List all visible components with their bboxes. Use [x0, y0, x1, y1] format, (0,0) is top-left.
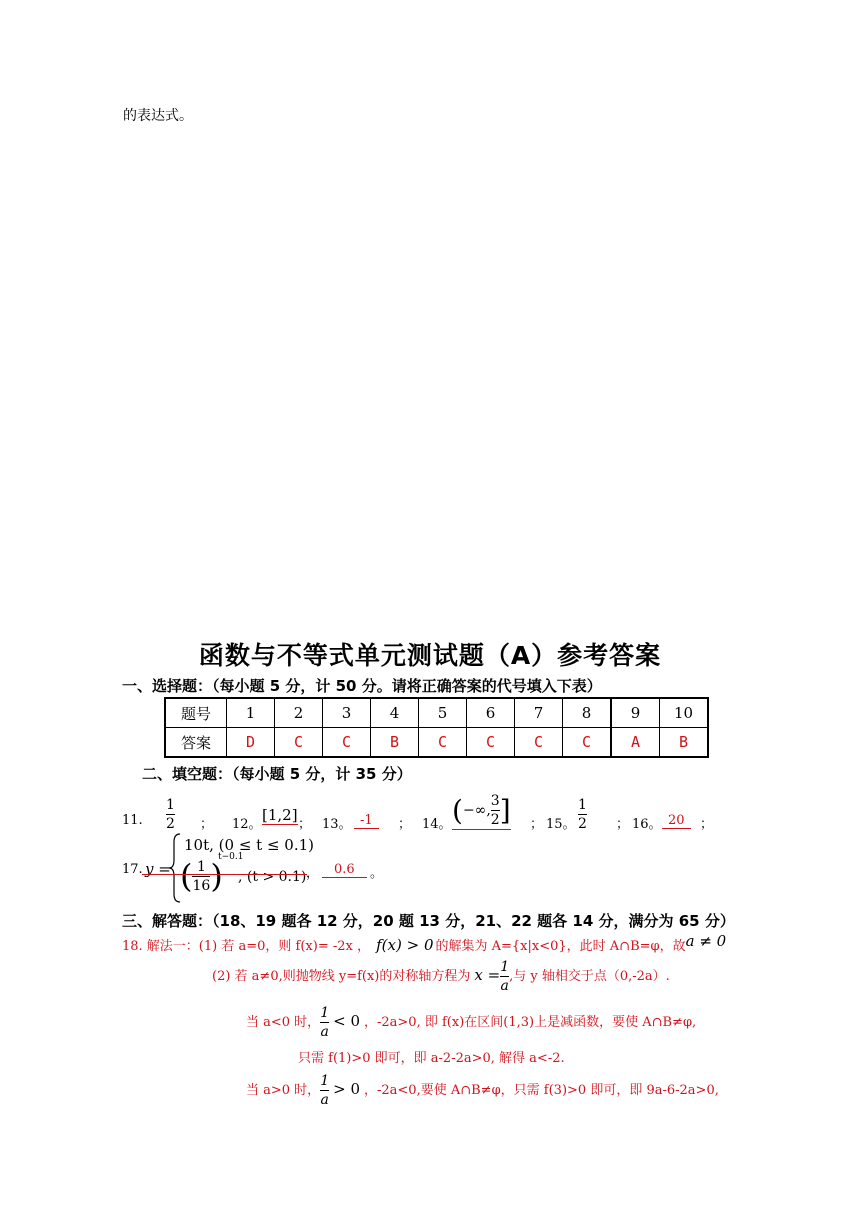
q14-label: 14。	[422, 817, 452, 832]
q17-case2: ( $\frac{1}{16}$ )	[180, 857, 223, 895]
table-cell-answer: D	[227, 728, 275, 758]
table-cell-number: 5	[419, 698, 467, 728]
table-cell-number: 6	[467, 698, 515, 728]
q17-frac-num: 1	[192, 858, 210, 877]
table-head-answer: 答案	[165, 728, 227, 758]
separator: ；	[398, 817, 412, 832]
separator: ；	[700, 817, 714, 832]
table-cell-number: 3	[323, 698, 371, 728]
table-cell-number: 10	[660, 698, 709, 728]
page-title: 函数与不等式单元测试题（A）参考答案	[198, 641, 662, 670]
solution-line-5: 当 a>0 时， $\frac{1}{a}$ > 0 ，-2a<0,要使 A∩B≠φ，只需 f(3)>0 即可，即 9a-6-2a>0,	[246, 1073, 719, 1108]
table-cell-answer: B	[660, 728, 709, 758]
q12-answer: [1,2]	[262, 806, 298, 824]
table-cell-number: 9	[611, 698, 660, 728]
q16-answer: 20	[662, 813, 691, 828]
table-cell-answer: B	[371, 728, 419, 758]
q17-end: 。	[370, 866, 384, 881]
q15-label: 15。	[546, 817, 576, 832]
q17-frac-den: 16	[192, 877, 211, 894]
top-text: 的表达式。	[123, 108, 193, 124]
table-head-number: 题号	[165, 698, 227, 728]
table-cell-number: 4	[371, 698, 419, 728]
table-cell-number: 8	[563, 698, 612, 728]
separator: ；	[530, 817, 544, 832]
q11-answer	[166, 796, 175, 833]
table-row-answers	[165, 728, 708, 758]
separator: ；	[298, 817, 312, 832]
table-cell-answer: C	[419, 728, 467, 758]
table-cell-answer: C	[467, 728, 515, 758]
solution-line-4: 只需 f(1)>0 即可，即 a-2-2a>0, 解得 a<-2.	[298, 1051, 565, 1066]
q17-case1: 10t, (0 ≤ t ≤ 0.1)	[184, 836, 314, 854]
q12-label: 12。	[232, 817, 262, 832]
table-cell-number: 2	[275, 698, 323, 728]
q17-underline	[142, 874, 307, 875]
q15-answer	[578, 796, 587, 833]
q17-case2-cond: , (t > 0.1)	[238, 869, 307, 885]
q14-den: 2	[490, 812, 500, 828]
section-solution-heading: 三、解答题：（18、19 题各 12 分，20 题 13 分，21、22 题各 14 分，满分为 65 分）	[122, 912, 735, 930]
q17-answer: 0.6	[322, 862, 367, 877]
table-cell-answer: C	[563, 728, 612, 758]
q13-answer: -1	[354, 813, 379, 828]
section-choice-heading: 一、选择题：（每小题 5 分，计 50 分。请将正确答案的代号填入下表）	[122, 677, 602, 695]
solution-line-1: 18. 解法一：(1) 若 a=0，则 f(x)= -2x ， f(x) > 0 的解集为 A={x|x<0}，此时 A∩B=φ，故a ≠ 0	[122, 932, 727, 954]
q13-label: 13。	[322, 817, 352, 832]
table-cell-number: 1	[227, 698, 275, 728]
table-cell-answer: C	[515, 728, 563, 758]
q16-label: 16。	[632, 817, 662, 832]
q14-answer: (−∞, $\frac{3}{2}$ ]	[452, 793, 511, 828]
table-cell-answer: A	[611, 728, 660, 758]
table-cell-answer: C	[323, 728, 371, 758]
solution-line-2: (2) 若 a≠0,则抛物线 y=f(x)的对称轴方程为 x = $\frac{1}{a}$ ,与 y 轴相交于点（0,-2a）.	[212, 959, 670, 994]
q14-num: 3	[490, 793, 500, 809]
q15-den: 2	[578, 816, 587, 832]
q17-comma: ，	[306, 866, 320, 881]
separator: ；	[200, 817, 214, 832]
q17-label: 17.	[122, 862, 143, 877]
q15-num: 1	[578, 797, 587, 813]
q11-den: 2	[166, 816, 175, 832]
answer-table	[164, 697, 709, 758]
separator: ；	[616, 817, 630, 832]
table-cell-number: 7	[515, 698, 563, 728]
q17-exponent: t−0.1	[218, 852, 244, 862]
section-fill-heading: 二、填空题：（每小题 5 分，计 35 分）	[142, 765, 412, 783]
q17-y: y =	[145, 860, 171, 878]
q11-num: 1	[166, 797, 175, 813]
table-cell-answer: C	[275, 728, 323, 758]
q11-label: 11.	[122, 813, 143, 828]
solution-line-3: 当 a<0 时， $\frac{1}{a}$ < 0 ，-2a>0, 即 f(x)在区间(1,3)上是减函数，要使 A∩B≠φ,	[246, 1005, 697, 1040]
table-row-numbers	[165, 698, 708, 728]
